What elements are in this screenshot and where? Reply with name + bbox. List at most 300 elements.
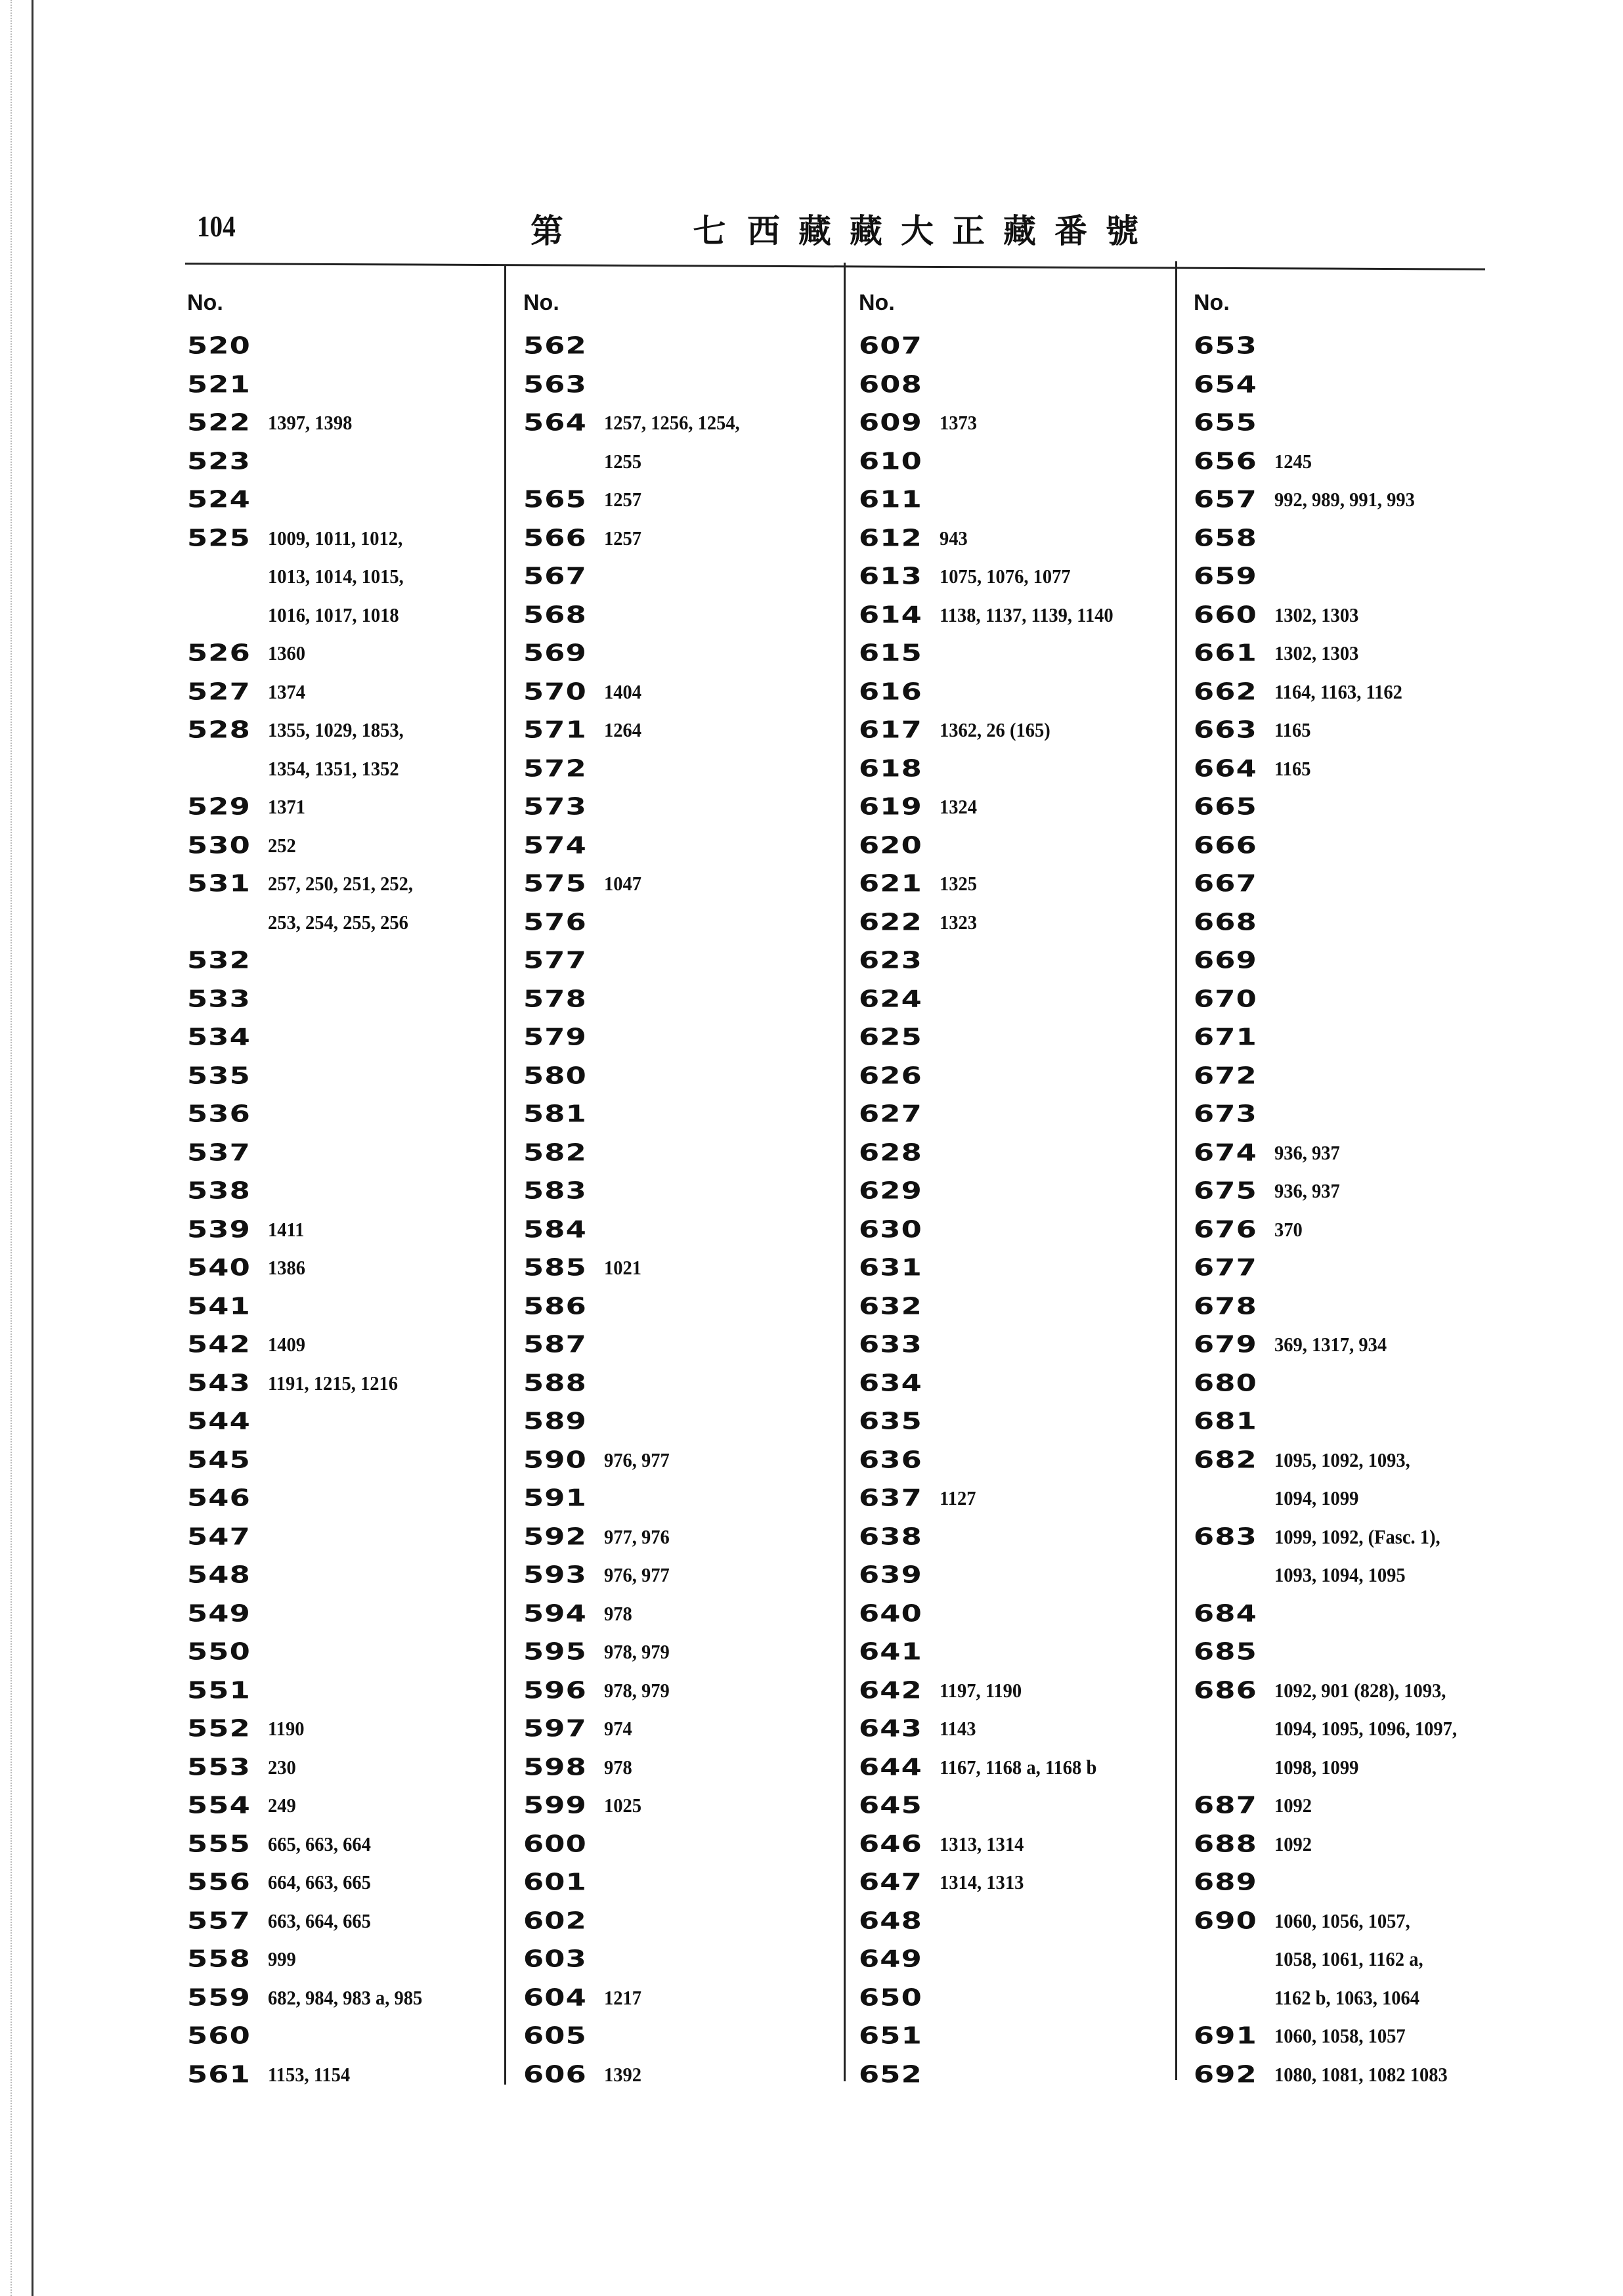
entry-number: 524 bbox=[187, 486, 251, 513]
table-row bbox=[523, 1057, 852, 1096]
table-row bbox=[187, 481, 515, 519]
table-row bbox=[1194, 1402, 1522, 1441]
entry-number: 589 bbox=[523, 1408, 587, 1435]
entry-references: 682, 984, 983 a, 985 bbox=[268, 1985, 423, 2009]
table-row bbox=[523, 404, 852, 443]
entry-number: 636 bbox=[859, 1446, 922, 1474]
entry-number: 532 bbox=[187, 947, 251, 974]
table-row bbox=[187, 1095, 515, 1134]
table-row bbox=[523, 750, 852, 789]
entry-references: 1314, 1313 bbox=[940, 1871, 1024, 1894]
entry-references: 1094, 1095, 1096, 1097, bbox=[1274, 1717, 1458, 1741]
table-row bbox=[859, 1979, 1187, 2018]
table-row bbox=[859, 634, 1187, 673]
entry-number: 676 bbox=[1194, 1216, 1257, 1244]
entry-number: 674 bbox=[1194, 1139, 1257, 1167]
table-row bbox=[187, 1172, 515, 1211]
table-row bbox=[187, 1787, 515, 1825]
table-row bbox=[1194, 557, 1522, 596]
table-row bbox=[523, 1902, 852, 1941]
entry-number: 637 bbox=[859, 1484, 922, 1512]
entry-references: 1325 bbox=[940, 872, 978, 896]
entry-number: 571 bbox=[523, 716, 587, 744]
table-row bbox=[1194, 1249, 1522, 1288]
entry-number: 569 bbox=[523, 639, 587, 667]
entry-references: 936, 937 bbox=[1274, 1179, 1340, 1203]
table-row bbox=[1194, 481, 1522, 519]
table-row bbox=[523, 1364, 852, 1403]
entry-references: 1360 bbox=[268, 641, 306, 665]
table-row bbox=[859, 519, 1187, 558]
table-row bbox=[1194, 1057, 1522, 1096]
entry-number: 591 bbox=[523, 1484, 587, 1512]
entry-number: 556 bbox=[187, 1869, 251, 1896]
table-row bbox=[187, 1710, 515, 1748]
table-row bbox=[523, 827, 852, 865]
table-row-continuation bbox=[1194, 1940, 1522, 1979]
table-row bbox=[523, 903, 852, 942]
entry-number: 607 bbox=[859, 332, 922, 360]
entry-number: 616 bbox=[859, 678, 922, 706]
index-column bbox=[1194, 289, 1522, 2094]
table-row bbox=[187, 1057, 515, 1096]
entry-references: 1302, 1303 bbox=[1274, 603, 1359, 626]
table-row bbox=[523, 1288, 852, 1326]
table-row bbox=[1194, 1633, 1522, 1672]
chapter-label: 第 七 bbox=[530, 211, 785, 250]
table-row bbox=[523, 1134, 852, 1173]
entry-references: 1098, 1099 bbox=[1274, 1755, 1359, 1779]
table-row bbox=[859, 1172, 1187, 1211]
table-row bbox=[523, 1979, 852, 2018]
table-row bbox=[1194, 1441, 1522, 1480]
entry-number: 685 bbox=[1194, 1638, 1257, 1666]
entry-references: 1411 bbox=[268, 1217, 305, 1241]
table-row bbox=[187, 1748, 515, 1787]
entry-references: 1009, 1011, 1012, bbox=[268, 526, 403, 550]
table-row bbox=[859, 1940, 1187, 1979]
table-row bbox=[1194, 1863, 1522, 1902]
entry-references: 1021 bbox=[604, 1256, 642, 1280]
entry-number: 590 bbox=[523, 1446, 587, 1474]
entry-number: 680 bbox=[1194, 1370, 1257, 1397]
column-header: No. bbox=[523, 290, 559, 315]
entry-number: 643 bbox=[859, 1715, 922, 1743]
entry-number: 562 bbox=[523, 332, 587, 360]
table-row bbox=[523, 1095, 852, 1134]
entry-number: 540 bbox=[187, 1254, 251, 1282]
entry-number: 557 bbox=[187, 1907, 251, 1935]
table-row bbox=[187, 1249, 515, 1288]
table-row bbox=[523, 1556, 852, 1595]
table-row bbox=[1194, 980, 1522, 1019]
table-row bbox=[523, 519, 852, 558]
column-header: No. bbox=[1194, 290, 1230, 315]
entry-number: 523 bbox=[187, 448, 251, 475]
entry-number: 671 bbox=[1194, 1024, 1257, 1051]
entry-number: 655 bbox=[1194, 409, 1257, 437]
entry-number: 689 bbox=[1194, 1869, 1257, 1896]
entry-references: 1409 bbox=[268, 1333, 306, 1356]
entry-number: 640 bbox=[859, 1600, 922, 1628]
column-header: No. bbox=[187, 290, 223, 315]
table-row bbox=[187, 1479, 515, 1518]
entry-number: 587 bbox=[523, 1331, 587, 1358]
table-row bbox=[1194, 1172, 1522, 1211]
entry-number: 675 bbox=[1194, 1177, 1257, 1205]
table-row bbox=[187, 1825, 515, 1864]
entry-references: 992, 989, 991, 993 bbox=[1274, 488, 1415, 511]
entry-number: 645 bbox=[859, 1792, 922, 1819]
entry-references: 1374 bbox=[268, 680, 306, 703]
entry-number: 597 bbox=[523, 1715, 587, 1743]
table-row bbox=[1194, 1364, 1522, 1403]
entry-references: 1245 bbox=[1274, 449, 1312, 473]
table-row bbox=[187, 1134, 515, 1173]
table-row bbox=[523, 865, 852, 903]
entry-number: 692 bbox=[1194, 2061, 1257, 2089]
entry-references: 1153, 1154 bbox=[268, 2062, 351, 2086]
table-row bbox=[859, 1672, 1187, 1710]
table-row bbox=[1194, 711, 1522, 750]
table-row bbox=[523, 1518, 852, 1557]
entry-number: 585 bbox=[523, 1254, 587, 1282]
entry-number: 681 bbox=[1194, 1408, 1257, 1435]
entry-number: 601 bbox=[523, 1869, 587, 1896]
entry-number: 596 bbox=[523, 1677, 587, 1704]
entry-number: 583 bbox=[523, 1177, 587, 1205]
table-row bbox=[859, 903, 1187, 942]
table-row bbox=[859, 1402, 1187, 1441]
entry-references: 978 bbox=[604, 1755, 632, 1779]
entry-number: 536 bbox=[187, 1100, 251, 1128]
entry-references: 1323 bbox=[940, 910, 978, 934]
entry-references: 978, 979 bbox=[604, 1678, 670, 1702]
entry-references: 1075, 1076, 1077 bbox=[940, 565, 1071, 588]
entry-references: 1143 bbox=[940, 1717, 976, 1741]
table-row bbox=[1194, 634, 1522, 673]
table-row bbox=[187, 865, 515, 903]
entry-references: 1191, 1215, 1216 bbox=[268, 1371, 399, 1395]
entry-references: 1099, 1092, (Fasc. 1), bbox=[1274, 1525, 1440, 1548]
entry-references: 1167, 1168 a, 1168 b bbox=[940, 1755, 1097, 1779]
entry-number: 621 bbox=[859, 870, 922, 898]
entry-number: 646 bbox=[859, 1830, 922, 1858]
table-row bbox=[859, 788, 1187, 827]
entry-number: 568 bbox=[523, 601, 587, 629]
entry-number: 565 bbox=[523, 486, 587, 513]
entry-number: 682 bbox=[1194, 1446, 1257, 1474]
entry-number: 575 bbox=[523, 870, 587, 898]
table-row bbox=[523, 1710, 852, 1748]
entry-number: 560 bbox=[187, 2022, 251, 2050]
entry-number: 690 bbox=[1194, 1907, 1257, 1935]
table-row bbox=[1194, 443, 1522, 481]
table-row bbox=[1194, 2017, 1522, 2056]
table-row bbox=[1194, 1134, 1522, 1173]
entry-references: 936, 937 bbox=[1274, 1140, 1340, 1164]
entry-references: 1095, 1092, 1093, bbox=[1274, 1448, 1410, 1471]
table-row bbox=[859, 1249, 1187, 1288]
table-row-continuation bbox=[1194, 1710, 1522, 1748]
table-row bbox=[1194, 519, 1522, 558]
entry-number: 634 bbox=[859, 1370, 922, 1397]
table-row bbox=[523, 2056, 852, 2094]
table-row-continuation bbox=[1194, 1979, 1522, 2018]
table-row bbox=[859, 1326, 1187, 1364]
entry-number: 631 bbox=[859, 1254, 922, 1282]
entry-number: 609 bbox=[859, 409, 922, 437]
entry-number: 628 bbox=[859, 1139, 922, 1167]
entry-number: 555 bbox=[187, 1830, 251, 1858]
entry-number: 624 bbox=[859, 986, 922, 1013]
entry-references: 252 bbox=[268, 833, 296, 857]
table-row bbox=[859, 2017, 1187, 2056]
table-row bbox=[859, 1057, 1187, 1096]
table-row bbox=[187, 1595, 515, 1634]
table-row bbox=[1194, 788, 1522, 827]
table-row bbox=[859, 1825, 1187, 1864]
entry-references: 1013, 1014, 1015, bbox=[268, 565, 404, 588]
entry-references: 1092, 901 (828), 1093, bbox=[1274, 1678, 1446, 1702]
table-row bbox=[1194, 1095, 1522, 1134]
table-row bbox=[1194, 596, 1522, 635]
entry-number: 576 bbox=[523, 909, 587, 936]
table-row bbox=[1194, 1518, 1522, 1557]
entry-number: 599 bbox=[523, 1792, 587, 1819]
entry-number: 612 bbox=[859, 525, 922, 552]
entry-number: 592 bbox=[523, 1523, 587, 1551]
entry-references: 1354, 1351, 1352 bbox=[268, 756, 399, 780]
table-row bbox=[859, 481, 1187, 519]
entry-number: 659 bbox=[1194, 563, 1257, 590]
entry-references: 1094, 1099 bbox=[1274, 1486, 1359, 1510]
table-row-continuation bbox=[187, 557, 515, 596]
table-row bbox=[523, 942, 852, 980]
table-row bbox=[187, 1326, 515, 1364]
table-row bbox=[859, 942, 1187, 980]
entry-references: 1016, 1017, 1018 bbox=[268, 603, 399, 626]
table-row bbox=[523, 1402, 852, 1441]
table-row bbox=[187, 1402, 515, 1441]
table-row bbox=[187, 519, 515, 558]
table-row bbox=[1194, 1326, 1522, 1364]
entry-number: 588 bbox=[523, 1370, 587, 1397]
entry-number: 672 bbox=[1194, 1062, 1257, 1090]
table-row bbox=[859, 865, 1187, 903]
table-row bbox=[523, 327, 852, 366]
entry-references: 1324 bbox=[940, 795, 978, 819]
table-row bbox=[859, 1211, 1187, 1249]
entry-number: 526 bbox=[187, 639, 251, 667]
table-row bbox=[187, 673, 515, 712]
entry-number: 605 bbox=[523, 2022, 587, 2050]
entry-references: 974 bbox=[604, 1717, 632, 1741]
entry-number: 552 bbox=[187, 1715, 251, 1743]
entry-number: 644 bbox=[859, 1754, 922, 1781]
entry-references: 253, 254, 255, 256 bbox=[268, 910, 408, 934]
table-row bbox=[187, 443, 515, 481]
entry-number: 537 bbox=[187, 1139, 251, 1167]
entry-references: 1264 bbox=[604, 718, 642, 742]
entry-references: 1058, 1061, 1162 a, bbox=[1274, 1947, 1423, 1971]
entry-references: 1404 bbox=[604, 680, 642, 703]
table-row bbox=[523, 711, 852, 750]
scan-margin-dots bbox=[11, 0, 12, 2296]
entry-number: 546 bbox=[187, 1484, 251, 1512]
table-row bbox=[1194, 1211, 1522, 1249]
entry-number: 538 bbox=[187, 1177, 251, 1205]
entry-number: 620 bbox=[859, 832, 922, 859]
entry-number: 691 bbox=[1194, 2022, 1257, 2050]
entry-references: 1371 bbox=[268, 795, 306, 819]
entry-number: 563 bbox=[523, 371, 587, 399]
entry-references: 249 bbox=[268, 1794, 296, 1817]
entry-references: 1257, 1256, 1254, bbox=[604, 411, 740, 435]
entry-references: 665, 663, 664 bbox=[268, 1832, 371, 1855]
entry-number: 530 bbox=[187, 832, 251, 859]
table-row bbox=[523, 1211, 852, 1249]
entry-references: 1080, 1081, 1082 1083 bbox=[1274, 2062, 1448, 2086]
entry-number: 619 bbox=[859, 793, 922, 821]
entry-references: 1025 bbox=[604, 1794, 642, 1817]
entry-references: 370 bbox=[1274, 1217, 1303, 1241]
entry-references: 257, 250, 251, 252, bbox=[268, 872, 414, 896]
table-row bbox=[187, 1211, 515, 1249]
entry-references: 1162 b, 1063, 1064 bbox=[1274, 1985, 1420, 2009]
table-row bbox=[859, 366, 1187, 404]
entry-number: 603 bbox=[523, 1945, 587, 1973]
table-row bbox=[1194, 865, 1522, 903]
entry-number: 665 bbox=[1194, 793, 1257, 821]
entry-number: 528 bbox=[187, 716, 251, 744]
table-row bbox=[523, 1479, 852, 1518]
table-row bbox=[523, 1441, 852, 1480]
entry-references: 1197, 1190 bbox=[940, 1678, 1022, 1702]
table-row bbox=[859, 1710, 1187, 1748]
table-row bbox=[523, 1326, 852, 1364]
table-row bbox=[1194, 366, 1522, 404]
table-row bbox=[859, 1134, 1187, 1173]
entry-number: 652 bbox=[859, 2061, 922, 2089]
entry-references: 1060, 1056, 1057, bbox=[1274, 1909, 1410, 1932]
entry-number: 663 bbox=[1194, 716, 1257, 744]
table-row bbox=[859, 596, 1187, 635]
table-row bbox=[1194, 404, 1522, 443]
table-row bbox=[859, 1595, 1187, 1634]
entry-number: 578 bbox=[523, 986, 587, 1013]
entry-number: 660 bbox=[1194, 601, 1257, 629]
entry-number: 606 bbox=[523, 2061, 587, 2089]
table-row bbox=[187, 1633, 515, 1672]
table-row bbox=[187, 788, 515, 827]
entry-references: 1047 bbox=[604, 872, 642, 896]
table-row bbox=[859, 1518, 1187, 1557]
table-row bbox=[859, 327, 1187, 366]
entry-number: 535 bbox=[187, 1062, 251, 1090]
table-row bbox=[1194, 1595, 1522, 1634]
entry-references: 663, 664, 665 bbox=[268, 1909, 371, 1932]
table-row bbox=[1194, 942, 1522, 980]
table-row bbox=[523, 634, 852, 673]
entry-references: 1362, 26 (165) bbox=[940, 718, 1050, 742]
entry-number: 582 bbox=[523, 1139, 587, 1167]
entry-number: 570 bbox=[523, 678, 587, 706]
table-row bbox=[1194, 827, 1522, 865]
table-row bbox=[187, 1672, 515, 1710]
entry-number: 630 bbox=[859, 1216, 922, 1244]
table-row bbox=[523, 1018, 852, 1057]
entry-number: 566 bbox=[523, 525, 587, 552]
table-row bbox=[523, 1595, 852, 1634]
table-row bbox=[187, 1863, 515, 1902]
table-row bbox=[187, 827, 515, 865]
table-row bbox=[859, 557, 1187, 596]
entry-number: 632 bbox=[859, 1293, 922, 1320]
entry-references: 976, 977 bbox=[604, 1563, 670, 1587]
entry-number: 525 bbox=[187, 525, 251, 552]
table-row bbox=[859, 1748, 1187, 1787]
entry-references: 1165 bbox=[1274, 756, 1311, 780]
entry-references: 1092 bbox=[1274, 1832, 1312, 1855]
entry-number: 614 bbox=[859, 601, 922, 629]
entry-number: 649 bbox=[859, 1945, 922, 1973]
table-row bbox=[523, 980, 852, 1019]
entry-number: 688 bbox=[1194, 1830, 1257, 1858]
table-row bbox=[523, 1825, 852, 1864]
entry-number: 627 bbox=[859, 1100, 922, 1128]
entry-number: 554 bbox=[187, 1792, 251, 1819]
entry-number: 564 bbox=[523, 409, 587, 437]
entry-number: 551 bbox=[187, 1677, 251, 1704]
entry-number: 595 bbox=[523, 1638, 587, 1666]
entry-number: 657 bbox=[1194, 486, 1257, 513]
table-row bbox=[523, 673, 852, 712]
entry-number: 611 bbox=[859, 486, 922, 513]
entry-number: 668 bbox=[1194, 909, 1257, 936]
entry-number: 543 bbox=[187, 1370, 251, 1397]
table-row bbox=[187, 942, 515, 980]
entry-number: 679 bbox=[1194, 1331, 1257, 1358]
entry-number: 553 bbox=[187, 1754, 251, 1781]
entry-number: 594 bbox=[523, 1600, 587, 1628]
entry-references: 1060, 1058, 1057 bbox=[1274, 2024, 1406, 2048]
entry-number: 651 bbox=[859, 2022, 922, 2050]
entry-number: 527 bbox=[187, 678, 251, 706]
table-row bbox=[187, 1902, 515, 1941]
entry-number: 580 bbox=[523, 1062, 587, 1090]
entry-number: 683 bbox=[1194, 1523, 1257, 1551]
entry-number: 684 bbox=[1194, 1600, 1257, 1628]
table-row bbox=[859, 1479, 1187, 1518]
entry-number: 549 bbox=[187, 1600, 251, 1628]
table-row bbox=[187, 327, 515, 366]
table-row bbox=[859, 1902, 1187, 1941]
table-row bbox=[187, 1441, 515, 1480]
entry-number: 666 bbox=[1194, 832, 1257, 859]
table-row bbox=[523, 1249, 852, 1288]
entry-number: 581 bbox=[523, 1100, 587, 1128]
table-row bbox=[523, 1787, 852, 1825]
entry-number: 522 bbox=[187, 409, 251, 437]
table-row bbox=[859, 750, 1187, 789]
entry-references: 1397, 1398 bbox=[268, 411, 353, 435]
table-row bbox=[1194, 1288, 1522, 1326]
entry-references: 999 bbox=[268, 1947, 296, 1971]
table-row bbox=[523, 1672, 852, 1710]
entry-references: 1386 bbox=[268, 1256, 306, 1280]
entry-references: 1313, 1314 bbox=[940, 1832, 1024, 1855]
